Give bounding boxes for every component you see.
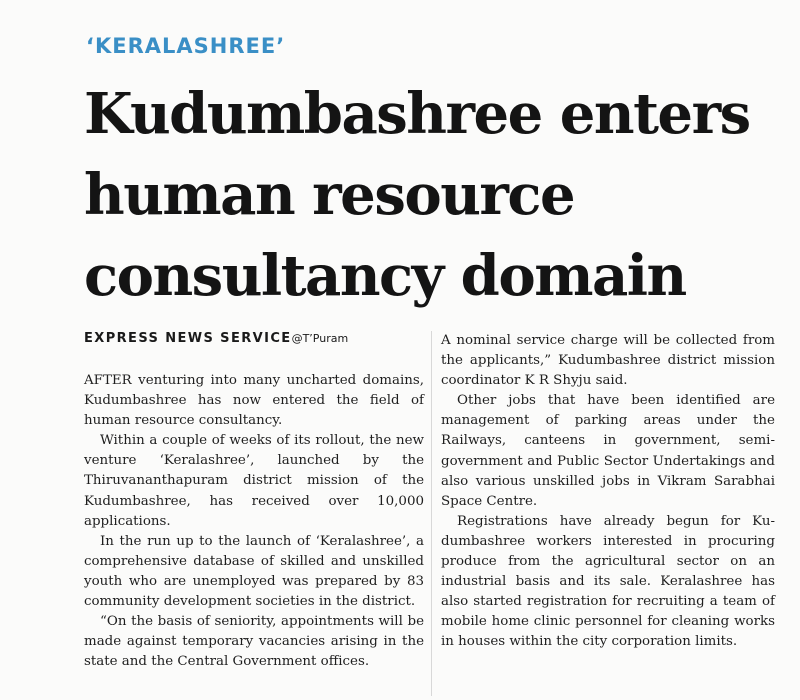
byline-place: @T’Puram xyxy=(291,332,349,345)
paragraph-5: Other jobs that have been identified are management of parking areas under the Railways, canteens in government, semi-government and Public Sector Undertakings and also various unskilled jobs in Vikram Sarabhai Space Centre. xyxy=(441,393,775,509)
paragraph-2: Within a couple of weeks of its rollout, the new venture ‘Keralashree’, launched by the Thiruvananthapuram district mission of the Kudumbashree, has received over 10,000 applications. xyxy=(84,433,424,529)
column-divider xyxy=(431,331,432,696)
byline xyxy=(84,331,348,346)
article-headline xyxy=(84,74,784,317)
headline-line-1: Kudumbashree enters xyxy=(84,81,750,147)
paragraph-1: AFTER venturing into many uncharted domains, Kudumbashree has now entered the field of human resource consultancy. xyxy=(84,373,424,429)
headline-line-3: consultancy domain xyxy=(84,243,686,309)
byline-agency: EXPRESS NEWS SERVICE xyxy=(84,331,292,346)
article-column-left xyxy=(84,371,424,672)
headline-line-2: human resource xyxy=(84,162,575,228)
paragraph-6: Registrations have already begun for Kudumbashree workers interested in procuring produce from the agricultural sector on an industrial basis and its sale. Keralashree has also started registration for recruiting a team of mobile home clinic personnel for cleaning works in houses within the city corporation limits. xyxy=(441,513,775,650)
paragraph-3: In the run up to the launch of ‘Keralashree’, a comprehensive database of skilled and unskilled youth who are unemployed was prepared by 83 community development societies in the district. xyxy=(84,533,424,610)
article-kicker: ‘KERALASHREE’ xyxy=(86,34,286,58)
paragraph-4-continued: A nominal service charge will be collected from the applicants,” Kudumbashree district mission coordinator K R Shyju said. xyxy=(441,333,775,389)
article-column-right xyxy=(441,331,775,653)
paragraph-4: “On the basis of seniority, appointments will be made against temporary vacancies arising in the state and the Central Government offices. xyxy=(84,614,424,670)
